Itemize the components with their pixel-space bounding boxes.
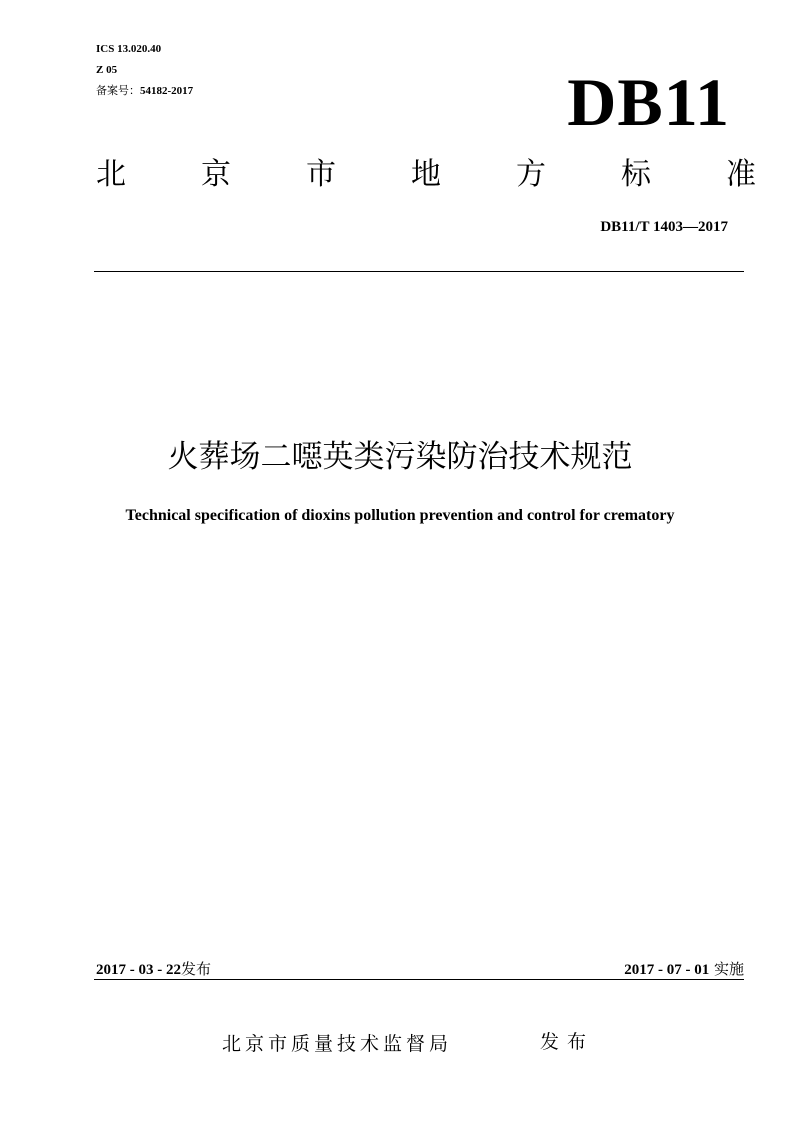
record-number-value: 54182-2017 [140, 85, 194, 97]
standard-title-char: 市 [306, 157, 336, 192]
standard-title-char: 标 [621, 157, 651, 192]
record-number [96, 84, 193, 98]
standard-code: DB11/T 1403—2017 [600, 219, 728, 235]
implementation-label: 实施 [713, 960, 744, 978]
date-divider [94, 979, 744, 980]
record-label: 备案号： [96, 84, 140, 97]
standard-title-char: 北 [96, 157, 126, 192]
publish-label: 发布 [540, 1031, 595, 1053]
implementation-date-value: 2017 - 07 - 01 [624, 962, 710, 978]
ics-code: ICS 13.020.40 [96, 43, 162, 55]
document-title-cn: 火葬场二噁英类污染防治技术规范 [167, 439, 633, 475]
standard-type-title [96, 150, 756, 200]
db-logo: DB11 [567, 64, 730, 140]
standard-title-char: 京 [201, 157, 231, 192]
standard-title-char: 地 [411, 157, 441, 192]
publisher-name: 北京市质量技术监督局 [222, 1033, 453, 1055]
standard-title-char: 方 [516, 157, 546, 192]
ccs-code: Z 05 [96, 64, 118, 76]
document-title-en: Technical specification of dioxins pollution prevention and control for crematory [125, 507, 675, 524]
issue-date-value: 2017 - 03 - 22 [96, 962, 181, 978]
standard-title-char: 准 [726, 157, 756, 192]
header-divider [94, 271, 744, 272]
issue-label: 发布 [181, 960, 212, 978]
